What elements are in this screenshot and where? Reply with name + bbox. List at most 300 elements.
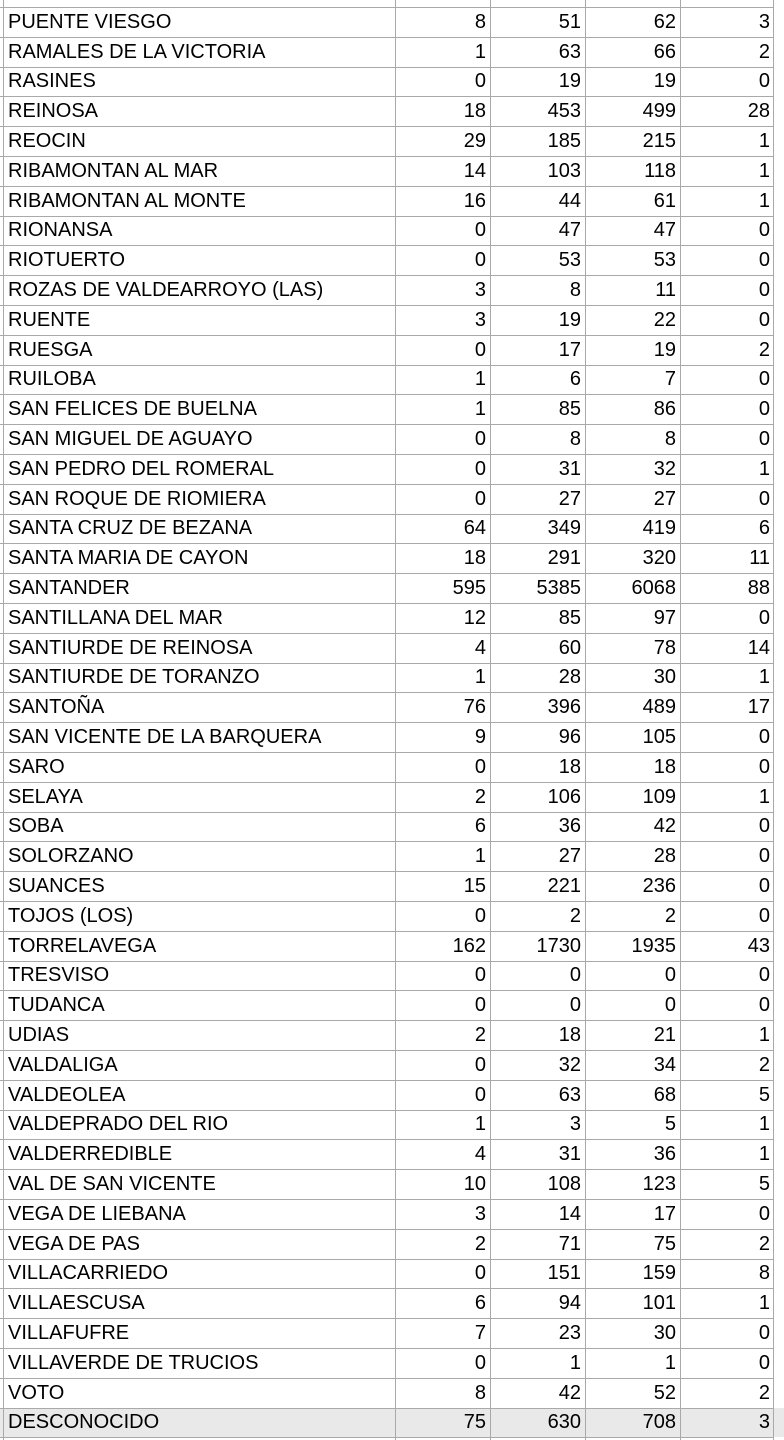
table-row	[0, 1050, 784, 1080]
table-row	[0, 603, 784, 633]
value-cell-col4[interactable]: 5	[758, 1172, 770, 1195]
table-row	[0, 961, 784, 991]
value-cell-col3[interactable]: 21	[653, 1023, 676, 1046]
value-cell-col1[interactable]: 0	[474, 755, 486, 778]
value-cell-col3[interactable]: 32	[653, 457, 676, 480]
municipality-name-cell[interactable]: RUESGA	[8, 338, 93, 361]
value-cell-col1[interactable]: 0	[474, 1262, 486, 1285]
table-row	[0, 514, 784, 544]
value-cell-col3[interactable]: 53	[653, 249, 676, 272]
value-cell-col2[interactable]: 8	[569, 278, 581, 301]
value-cell-col3[interactable]: 0	[664, 994, 676, 1017]
table-row	[0, 424, 784, 454]
value-cell-col3[interactable]: 66	[653, 40, 676, 63]
value-cell-col1[interactable]: 15	[463, 874, 486, 897]
value-cell-col4[interactable]: 11	[749, 547, 770, 570]
value-cell-col3[interactable]: 236	[642, 874, 676, 897]
table-row	[0, 37, 784, 67]
value-cell-col4[interactable]: 2	[758, 40, 770, 63]
value-cell-col4[interactable]: 1	[758, 1143, 770, 1166]
value-cell-col3[interactable]: 47	[653, 219, 676, 242]
municipality-name-cell[interactable]: RUILOBA	[8, 368, 96, 391]
value-cell-col3[interactable]: 97	[653, 606, 676, 629]
municipality-name-cell[interactable]: VEGA DE PAS	[8, 1232, 140, 1255]
value-cell-col4[interactable]: 0	[758, 725, 770, 748]
value-cell-col1[interactable]: 0	[474, 219, 486, 242]
municipality-name-cell[interactable]: VILLAESCUSA	[8, 1292, 145, 1315]
value-cell-col2[interactable]: 42	[558, 1381, 581, 1404]
value-cell-col2[interactable]: 1	[569, 1351, 581, 1374]
value-cell-col3[interactable]: 708	[642, 1411, 676, 1434]
value-cell-col1[interactable]: 0	[474, 1053, 486, 1076]
value-cell-col4[interactable]: 1	[758, 457, 770, 480]
table-row	[0, 245, 784, 275]
grid-line-horizontal	[0, 454, 774, 455]
value-cell-col3[interactable]: 19	[653, 70, 676, 93]
value-cell-col1[interactable]: 1	[474, 845, 486, 868]
value-cell-col3[interactable]: 78	[653, 636, 676, 659]
value-cell-col2[interactable]: 349	[547, 517, 581, 540]
grid-line-horizontal	[0, 1378, 774, 1379]
municipality-name-cell[interactable]: TRESVISO	[8, 964, 110, 987]
value-cell-col2[interactable]: 5385	[536, 576, 581, 599]
grid-line-horizontal	[0, 1348, 774, 1349]
value-cell-col2[interactable]: 2	[569, 904, 581, 927]
value-cell-col4[interactable]: 2	[758, 1381, 770, 1404]
value-cell-col3[interactable]: 61	[653, 189, 676, 212]
value-cell-col2[interactable]: 31	[558, 1143, 581, 1166]
value-cell-col3[interactable]: 11	[655, 278, 676, 301]
municipality-name-cell[interactable]: SARO	[8, 755, 65, 778]
value-cell-col1[interactable]: 0	[474, 487, 486, 510]
value-cell-col4[interactable]: 2	[758, 1053, 770, 1076]
value-cell-col3[interactable]: 68	[653, 1083, 676, 1106]
value-cell-col4[interactable]: 0	[758, 308, 770, 331]
municipality-name-cell[interactable]: REOCIN	[8, 129, 86, 152]
value-cell-col1[interactable]: 64	[463, 517, 486, 540]
municipality-name-cell[interactable]: SANTILLANA DEL MAR	[8, 606, 223, 629]
municipality-name-cell[interactable]: VILLACARRIEDO	[8, 1262, 169, 1285]
value-cell-col3[interactable]: 7	[664, 368, 676, 391]
value-cell-col1[interactable]: 1	[474, 666, 486, 689]
value-cell-col1[interactable]: 595	[452, 576, 486, 599]
value-cell-col2[interactable]: 453	[547, 100, 581, 123]
value-cell-col1[interactable]: 0	[474, 1083, 486, 1106]
value-cell-col1[interactable]: 75	[463, 1411, 486, 1434]
grid-line-horizontal	[0, 663, 774, 664]
value-cell-col4[interactable]: 17	[747, 696, 770, 719]
value-cell-col1[interactable]: 0	[474, 994, 486, 1017]
value-cell-col4[interactable]: 88	[747, 576, 770, 599]
table-row	[0, 841, 784, 871]
municipality-name-cell[interactable]: SUANCES	[8, 874, 105, 897]
value-cell-col3[interactable]: 19	[653, 338, 676, 361]
grid-line-horizontal	[0, 424, 774, 425]
value-cell-col4[interactable]: 0	[758, 845, 770, 868]
value-cell-col4[interactable]: 0	[758, 368, 770, 391]
value-cell-col2[interactable]: 85	[558, 606, 581, 629]
grid-line-horizontal	[0, 1139, 774, 1140]
municipality-name-cell[interactable]: SANTOÑA	[8, 696, 105, 719]
municipality-name-cell[interactable]: VEGA DE LIEBANA	[8, 1202, 186, 1225]
municipality-name-cell[interactable]: SANTANDER	[8, 576, 130, 599]
municipality-name-cell[interactable]: SANTA MARIA DE CAYON	[8, 547, 249, 570]
municipality-name-cell[interactable]: VALDERREDIBLE	[8, 1143, 173, 1166]
municipality-name-cell[interactable]: SAN PEDRO DEL ROMERAL	[8, 457, 274, 480]
value-cell-col4[interactable]: 1	[758, 1023, 770, 1046]
value-cell-col4[interactable]: 28	[747, 100, 770, 123]
value-cell-col1[interactable]: 2	[474, 1023, 486, 1046]
value-cell-col3[interactable]: 489	[642, 696, 676, 719]
value-cell-col1[interactable]: 9	[474, 725, 486, 748]
value-cell-col2[interactable]: 396	[547, 696, 581, 719]
value-cell-col2[interactable]: 27	[558, 487, 581, 510]
value-cell-col1[interactable]: 0	[474, 904, 486, 927]
value-cell-col4[interactable]: 0	[758, 278, 770, 301]
grid-line-horizontal	[0, 245, 774, 246]
value-cell-col2[interactable]: 8	[569, 427, 581, 450]
value-cell-col1[interactable]: 6	[474, 1292, 486, 1315]
table-row	[0, 931, 784, 961]
value-cell-col3[interactable]: 5	[664, 1113, 676, 1136]
value-cell-col1[interactable]: 0	[474, 457, 486, 480]
value-cell-col3[interactable]: 62	[653, 10, 676, 33]
value-cell-col1[interactable]: 18	[463, 547, 486, 570]
value-cell-col1[interactable]: 10	[463, 1172, 486, 1195]
table-row	[0, 752, 784, 782]
municipality-name-cell[interactable]: TUDANCA	[8, 994, 105, 1017]
value-cell-col3[interactable]: 123	[642, 1172, 676, 1195]
value-cell-col2[interactable]: 44	[558, 189, 581, 212]
grid-line-horizontal	[0, 990, 774, 991]
value-cell-col4[interactable]: 0	[758, 219, 770, 242]
value-cell-col3[interactable]: 6068	[631, 576, 676, 599]
value-cell-col3[interactable]: 30	[653, 666, 676, 689]
grid-line-horizontal	[0, 1050, 774, 1051]
value-cell-col2[interactable]: 103	[547, 159, 581, 182]
value-cell-col2[interactable]: 71	[558, 1232, 581, 1255]
municipality-name-cell[interactable]: SAN VICENTE DE LA BARQUERA	[8, 725, 322, 748]
value-cell-col3[interactable]: 8	[664, 427, 676, 450]
municipality-name-cell[interactable]: RUENTE	[8, 308, 91, 331]
value-cell-col2[interactable]: 106	[547, 785, 581, 808]
municipality-name-cell[interactable]: SAN FELICES DE BUELNA	[8, 398, 257, 421]
value-cell-col2[interactable]: 19	[558, 308, 581, 331]
value-cell-col3[interactable]: 17	[653, 1202, 676, 1225]
grid-line-horizontal	[0, 782, 774, 783]
grid-line-horizontal	[0, 543, 774, 544]
value-cell-col4[interactable]: 0	[758, 994, 770, 1017]
value-cell-col4[interactable]: 0	[758, 874, 770, 897]
municipality-name-cell[interactable]: SOBA	[8, 815, 64, 838]
grid-line-horizontal	[0, 1229, 774, 1230]
value-cell-col2[interactable]: 0	[569, 964, 581, 987]
table-row	[0, 96, 784, 126]
value-cell-col3[interactable]: 36	[653, 1143, 676, 1166]
value-cell-col3[interactable]: 1	[664, 1351, 676, 1374]
municipality-name-cell[interactable]: SAN MIGUEL DE AGUAYO	[8, 427, 253, 450]
table-row	[0, 394, 784, 424]
grid-line-horizontal	[0, 722, 774, 723]
value-cell-col1[interactable]: 3	[474, 1202, 486, 1225]
value-cell-col2[interactable]: 60	[558, 636, 581, 659]
value-cell-col3[interactable]: 499	[642, 100, 676, 123]
value-cell-col2[interactable]: 36	[558, 815, 581, 838]
value-cell-col1[interactable]: 0	[474, 70, 486, 93]
value-cell-col2[interactable]: 23	[558, 1321, 581, 1344]
value-cell-col4[interactable]: 1	[758, 1113, 770, 1136]
municipality-name-cell[interactable]: SELAYA	[8, 785, 83, 808]
grid-line-horizontal	[0, 484, 774, 485]
grid-line-horizontal	[0, 573, 774, 574]
value-cell-col1[interactable]: 162	[452, 934, 486, 957]
grid-line-horizontal	[0, 1020, 774, 1021]
value-cell-col3[interactable]: 2	[664, 904, 676, 927]
value-cell-col1[interactable]: 12	[463, 606, 486, 629]
value-cell-col1[interactable]: 1	[474, 1113, 486, 1136]
value-cell-col2[interactable]: 14	[558, 1202, 581, 1225]
value-cell-col3[interactable]: 1935	[631, 934, 676, 957]
value-cell-col2[interactable]: 63	[558, 40, 581, 63]
value-cell-col3[interactable]: 18	[653, 755, 676, 778]
value-cell-col3[interactable]: 109	[642, 785, 676, 808]
value-cell-col1[interactable]: 8	[474, 10, 486, 33]
table-row	[0, 335, 784, 365]
value-cell-col4[interactable]: 0	[758, 815, 770, 838]
table-row	[0, 365, 784, 395]
municipality-name-cell[interactable]: VALDEPRADO DEL RIO	[8, 1113, 229, 1136]
value-cell-col3[interactable]: 42	[653, 815, 676, 838]
value-cell-col2[interactable]: 291	[547, 547, 581, 570]
grid-line-horizontal	[0, 1318, 774, 1319]
value-cell-col1[interactable]: 1	[474, 40, 486, 63]
table-row	[0, 1378, 784, 1408]
value-cell-col1[interactable]: 0	[474, 1351, 486, 1374]
value-cell-col1[interactable]: 2	[474, 785, 486, 808]
grid-line-horizontal	[0, 1110, 774, 1111]
value-cell-col2[interactable]: 19	[558, 70, 581, 93]
value-cell-col4[interactable]: 0	[758, 487, 770, 510]
value-cell-col1[interactable]: 76	[463, 696, 486, 719]
table-row	[0, 7, 784, 37]
value-cell-col2[interactable]: 630	[547, 1411, 581, 1434]
municipality-name-cell[interactable]: VILLAVERDE DE TRUCIOS	[8, 1351, 259, 1374]
value-cell-col4[interactable]: 0	[758, 964, 770, 987]
value-cell-col1[interactable]: 1	[474, 398, 486, 421]
value-cell-col4[interactable]: 5	[758, 1083, 770, 1106]
value-cell-col4[interactable]: 1	[758, 1292, 770, 1315]
municipality-name-cell[interactable]: RIBAMONTAN AL MONTE	[8, 189, 246, 212]
value-cell-col2[interactable]: 63	[558, 1083, 581, 1106]
table-row	[0, 67, 784, 97]
value-cell-col4[interactable]: 0	[758, 1321, 770, 1344]
value-cell-col4[interactable]: 1	[758, 189, 770, 212]
value-cell-col2[interactable]: 96	[558, 725, 581, 748]
value-cell-col3[interactable]: 105	[642, 725, 676, 748]
value-cell-col2[interactable]: 17	[558, 338, 581, 361]
value-cell-col2[interactable]: 85	[558, 398, 581, 421]
value-cell-col4[interactable]: 3	[758, 10, 770, 33]
value-cell-col2[interactable]: 94	[558, 1292, 581, 1315]
table-row	[0, 1020, 784, 1050]
municipality-name-cell[interactable]: RASINES	[8, 70, 96, 93]
grid-line-vertical	[773, 0, 774, 1440]
value-cell-col3[interactable]: 419	[642, 517, 676, 540]
value-cell-col2[interactable]: 18	[558, 1023, 581, 1046]
value-cell-col2[interactable]: 108	[547, 1172, 581, 1195]
value-cell-col2[interactable]: 221	[547, 874, 581, 897]
value-cell-col2[interactable]: 31	[558, 457, 581, 480]
value-cell-col4[interactable]: 2	[758, 1232, 770, 1255]
municipality-name-cell[interactable]: TORRELAVEGA	[8, 934, 157, 957]
value-cell-col2[interactable]: 0	[569, 994, 581, 1017]
value-cell-col1[interactable]: 4	[474, 1143, 486, 1166]
grid-line-horizontal	[0, 126, 774, 127]
value-cell-col2[interactable]: 151	[547, 1262, 581, 1285]
value-cell-col4[interactable]: 1	[758, 129, 770, 152]
value-cell-col3[interactable]: 215	[642, 129, 676, 152]
value-cell-col2[interactable]: 185	[547, 129, 581, 152]
value-cell-col3[interactable]: 0	[664, 964, 676, 987]
value-cell-col4[interactable]: 0	[758, 755, 770, 778]
value-cell-col3[interactable]: 118	[644, 159, 676, 182]
value-cell-col4[interactable]: 2	[758, 338, 770, 361]
value-cell-col2[interactable]: 32	[558, 1053, 581, 1076]
value-cell-col2[interactable]: 53	[558, 249, 581, 272]
table-row	[0, 305, 784, 335]
value-cell-col2[interactable]: 47	[558, 219, 581, 242]
municipality-name-cell[interactable]: VOTO	[8, 1381, 65, 1404]
value-cell-col4[interactable]: 0	[758, 398, 770, 421]
table-row	[0, 1318, 784, 1348]
value-cell-col1[interactable]: 7	[474, 1321, 486, 1344]
value-cell-col1[interactable]: 0	[474, 964, 486, 987]
value-cell-col3[interactable]: 34	[653, 1053, 676, 1076]
value-cell-col4[interactable]: 0	[758, 904, 770, 927]
municipality-name-cell[interactable]: SAN ROQUE DE RIOMIERA	[8, 487, 266, 510]
value-cell-col1[interactable]: 14	[463, 159, 486, 182]
value-cell-col4[interactable]: 1	[758, 159, 770, 182]
value-cell-col1[interactable]: 0	[474, 249, 486, 272]
value-cell-col3[interactable]: 320	[642, 547, 676, 570]
municipality-name-cell[interactable]: RIONANSA	[8, 219, 113, 242]
value-cell-col2[interactable]: 27	[558, 845, 581, 868]
value-cell-col1[interactable]: 0	[474, 338, 486, 361]
municipality-name-cell[interactable]: RIBAMONTAN AL MAR	[8, 159, 219, 182]
table-row	[0, 871, 784, 901]
value-cell-col2[interactable]: 1730	[536, 934, 581, 957]
municipality-name-cell[interactable]: UDIAS	[8, 1023, 70, 1046]
value-cell-col3[interactable]: 159	[642, 1262, 676, 1285]
value-cell-col4[interactable]: 0	[758, 606, 770, 629]
municipality-name-cell[interactable]: VAL DE SAN VICENTE	[8, 1172, 216, 1195]
value-cell-col4[interactable]: 3	[758, 1411, 770, 1434]
value-cell-col2[interactable]: 3	[569, 1113, 581, 1136]
value-cell-col3[interactable]: 22	[653, 308, 676, 331]
municipality-name-cell[interactable]: REINOSA	[8, 100, 99, 123]
value-cell-col4[interactable]: 0	[758, 1202, 770, 1225]
value-cell-col3[interactable]: 75	[653, 1232, 676, 1255]
municipality-name-cell[interactable]: VALDALIGA	[8, 1053, 118, 1076]
value-cell-col1[interactable]: 3	[474, 278, 486, 301]
municipality-name-cell[interactable]: RIOTUERTO	[8, 249, 126, 272]
value-cell-col2[interactable]: 28	[558, 666, 581, 689]
grid-line-horizontal	[0, 514, 774, 515]
value-cell-col2[interactable]: 6	[569, 368, 581, 391]
municipality-name-cell[interactable]: VILLAFUFRE	[8, 1321, 130, 1344]
value-cell-col3[interactable]: 28	[653, 845, 676, 868]
table-row	[0, 722, 784, 752]
municipality-name-cell[interactable]: TOJOS (LOS)	[8, 904, 134, 927]
municipality-name-cell[interactable]: VALDEOLEA	[8, 1083, 126, 1106]
value-cell-col1[interactable]: 1	[474, 368, 486, 391]
value-cell-col2[interactable]: 51	[558, 10, 581, 33]
value-cell-col1[interactable]: 2	[474, 1232, 486, 1255]
municipality-name-cell[interactable]: SANTIURDE DE REINOSA	[8, 636, 253, 659]
municipality-name-cell[interactable]: SANTIURDE DE TORANZO	[8, 666, 260, 689]
value-cell-col4[interactable]: 1	[758, 785, 770, 808]
value-cell-col4[interactable]: 0	[758, 1351, 770, 1374]
value-cell-col3[interactable]: 30	[653, 1321, 676, 1344]
grid-line-vertical	[680, 0, 681, 1440]
municipality-name-cell[interactable]: SANTA CRUZ DE BEZANA	[8, 517, 253, 540]
table-row	[0, 782, 784, 812]
value-cell-col4[interactable]: 8	[758, 1262, 770, 1285]
value-cell-col3[interactable]: 27	[653, 487, 676, 510]
grid-line-vertical	[3, 0, 4, 1440]
value-cell-col4[interactable]: 0	[758, 427, 770, 450]
table-row	[0, 812, 784, 842]
grid-line-horizontal	[0, 394, 774, 395]
value-cell-col1[interactable]: 18	[463, 100, 486, 123]
municipality-name-cell[interactable]: ROZAS DE VALDEARROYO (LAS)	[8, 278, 324, 301]
grid-line-horizontal	[0, 841, 774, 842]
value-cell-col1[interactable]: 0	[474, 427, 486, 450]
table-row	[0, 692, 784, 722]
grid-line-horizontal	[0, 752, 774, 753]
value-cell-col4[interactable]: 6	[758, 517, 770, 540]
value-cell-col4[interactable]: 1	[758, 666, 770, 689]
value-cell-col1[interactable]: 8	[474, 1381, 486, 1404]
municipality-name-cell[interactable]: SOLORZANO	[8, 845, 134, 868]
table-row	[0, 126, 784, 156]
value-cell-col3[interactable]: 101	[642, 1292, 676, 1315]
table-row	[0, 1259, 784, 1289]
grid-line-vertical	[585, 0, 586, 1440]
value-cell-col1[interactable]: 29	[463, 129, 486, 152]
value-cell-col1[interactable]: 4	[474, 636, 486, 659]
municipality-name-cell[interactable]: PUENTE VIESGO	[8, 10, 172, 33]
table-row	[0, 543, 784, 573]
value-cell-col4[interactable]: 0	[758, 70, 770, 93]
value-cell-col2[interactable]: 18	[558, 755, 581, 778]
value-cell-col1[interactable]: 16	[463, 189, 486, 212]
value-cell-col3[interactable]: 52	[653, 1381, 676, 1404]
table-row	[0, 1169, 784, 1199]
table-row	[0, 275, 784, 305]
municipality-name-cell[interactable]: DESCONOCIDO	[8, 1411, 160, 1434]
grid-line-horizontal	[0, 1259, 774, 1260]
value-cell-col3[interactable]: 86	[653, 398, 676, 421]
value-cell-col1[interactable]: 3	[474, 308, 486, 331]
table-row	[0, 454, 784, 484]
value-cell-col4[interactable]: 43	[747, 934, 770, 957]
grid-line-horizontal	[0, 812, 774, 813]
value-cell-col4[interactable]: 14	[747, 636, 770, 659]
value-cell-col4[interactable]: 0	[758, 249, 770, 272]
municipality-name-cell[interactable]: RAMALES DE LA VICTORIA	[8, 40, 266, 63]
value-cell-col1[interactable]: 6	[474, 815, 486, 838]
